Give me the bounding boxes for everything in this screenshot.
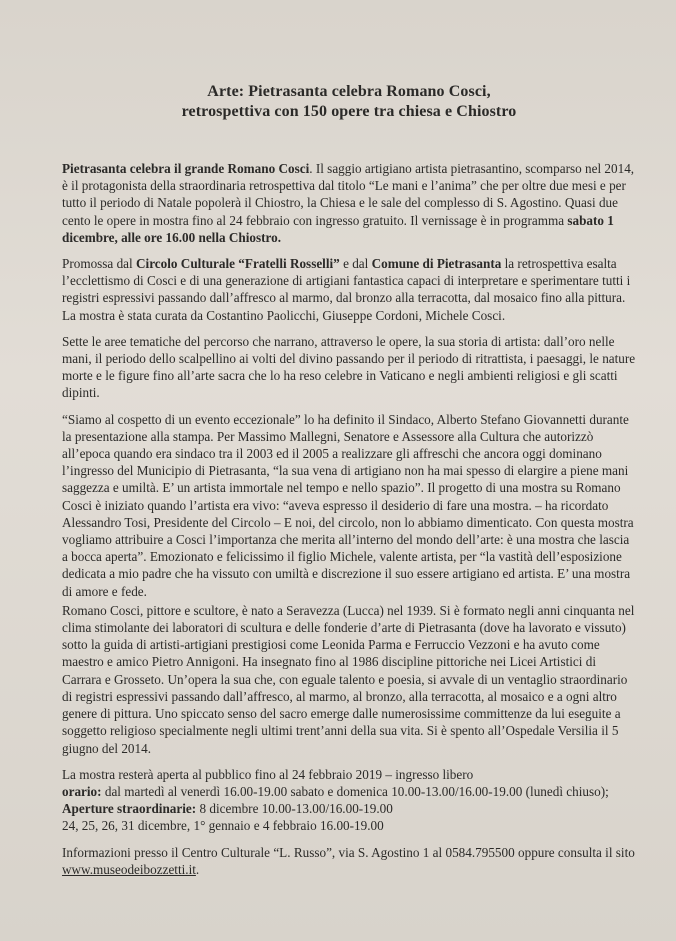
promotion-text-3: la retrospettiva esalta l’ecclettismo di Cosci e di una generazione di artigiani fantastica capaci di interpretare e sperimentare tutti i registri espressivi passando dall’affresco al marmo, dal bronzo alla terracotta, dal mosaico fino alla pittura. La mostra è stata curata da Costantino Paolicchi, Giuseppe Cordoni, Michele Cosci. [62, 256, 631, 323]
paragraph-biography: Romano Cosci, pittore e scultore, è nato a Seravezza (Lucca) nel 1939. Si è formato negli anni cinquanta nel clima stimolante dei laboratori di scultura e delle fonderie d’arte di Pietrasanta (dove ha lavorato e vissuto) sotto la guida di artisti-artigiani prestigiosi come Leonida Parma e Ferruccio Vezzoni e ha avuto come maestro e amico Pietro Annigoni. Ha insegnato fino al 1986 discipline pittoriche nei Licei Artistici di Carrara e Grosseto. Un’opera la sua che, con eguale talento e poesia, si avvale di un ventaglio straordinario di registri espressivi passando dall’affresco, al marmo, al bronzo, alla terracotta, al mosaico e a ogni altro genere di pittura. Uno spiccato senso del sacro emerge dalle numerosissime committenze da lui eseguite a soggetto religioso specialmente negli ultimi trent’anni della sua vita. Si è spento all’Ospedale Versilia il 5 giugno del 2014. [62, 602, 635, 756]
special-openings-dates: 24, 25, 26, 31 dicembre, 1° gennaio e 4 febbraio 16.00-19.00 [62, 818, 384, 834]
article-title [62, 82, 636, 122]
title-line-2: retrospettiva con 150 opere tra chiesa e Chiostro [181, 103, 517, 120]
orario-label: orario: [62, 783, 102, 799]
opening-period: La mostra resterà aperta al pubblico fino al 24 febbraio 2019 – ingresso libero [62, 766, 474, 782]
vernissage-date: sabato 1 dicembre, alle ore 16.00 nella Chiostro. [62, 212, 614, 245]
comune-name: Comune di Pietrasanta [371, 256, 502, 272]
circolo-name: Circolo Culturale “Fratelli Rosselli” [136, 256, 340, 272]
aperture-label: Aperture straordinarie: [62, 801, 197, 817]
paragraph-intro [62, 160, 636, 246]
opening-hours [62, 783, 636, 800]
contact-info [62, 844, 636, 878]
contact-end: . [195, 861, 200, 877]
website-link[interactable]: www.museodeibozzetti.it [62, 861, 196, 877]
intro-text: . Il saggio artigiano artista pietrasantino, scomparso nel 2014, è il protagonista della straordinaria retrospettiva dal titolo “Le mani e l’anima” che per oltre due mesi e per tutto il periodo di Natale popolerà il Chiostro, la Chiesa e le sale del complesso di S. Agostino. Quasi due cento le opere in mostra fino al 24 febbraio con ingresso gratuito. Il vernissage è in programma [62, 161, 635, 228]
orario-text: dal martedì al venerdì 16.00-19.00 sabato e domenica 10.00-13.00/16.00-19.00 (lunedì chiuso); [101, 783, 609, 799]
special-openings [62, 800, 636, 817]
paragraph-promotion [62, 255, 636, 324]
title-line-1: Arte: Pietrasanta celebra Romano Cosci, [207, 83, 491, 100]
contact-text: Informazioni presso il Centro Culturale “L. Russo”, via S. Agostino 1 al 0584.795500 oppure consulta il sito [62, 844, 635, 860]
aperture-text: 8 dicembre 10.00-13.00/16.00-19.00 [196, 801, 393, 817]
paragraph-quotes: “Siamo al cospetto di un evento eccezionale” lo ha definito il Sindaco, Alberto Stefano Giovannetti durante la presentazione alla stampa. Per Massimo Mallegni, Senatore e Assessore alla Cultura che autorizzò all’epoca quando era sindaco tra il 2003 ed il 2005 a realizzare gli affreschi che ancora oggi dominano l’ingresso del Municipio di Pietrasanta, “la sua vena di artigiano non ha mai spesso di elargire a piene mani saggezza e umiltà. E’ un artista immortale nel tempo e nello spazio”. Il progetto di una mostra su Romano Cosci è iniziato quando l’artista era vivo: “aveva espresso il desiderio di fare una mostra. – ha ricordato Alessandro Tosi, Presidente del Circolo – E noi, del circolo, non lo abbiamo dimenticato. Con questa mostra vogliamo attribuire a Cosci l’importanza che merita all’interno del mondo dell’arte: è una mostra che lascia a bocca aperta”. Emozionato e felicissimo il figlio Michele, valente artista, per “la vastità dell’esposizione dedicata a mio padre che ha vissuto con umiltà e discrezione il suo essere artigiano ed artista. E’ una mostra di amore e fede. [62, 411, 634, 599]
paragraph-themes: Sette le aree tematiche del percorso che narrano, attraverso le opere, la sua storia di artista: dall’oro nelle mani, il periodo dello scalpellino ai volti del divino passando per il periodo di ritrattista, i paesaggi, le nature morte e le figure fino all’arte sacra che lo ha reso celebre in Vaticano e negli ambienti religiosi e gli scatti dipinti. [62, 333, 636, 401]
info-block [62, 766, 636, 835]
promotion-text-1: Promossa dal [62, 256, 136, 272]
promotion-text-2: e dal [339, 256, 372, 272]
intro-lead: Pietrasanta celebra il grande Romano Cosci [62, 161, 310, 176]
